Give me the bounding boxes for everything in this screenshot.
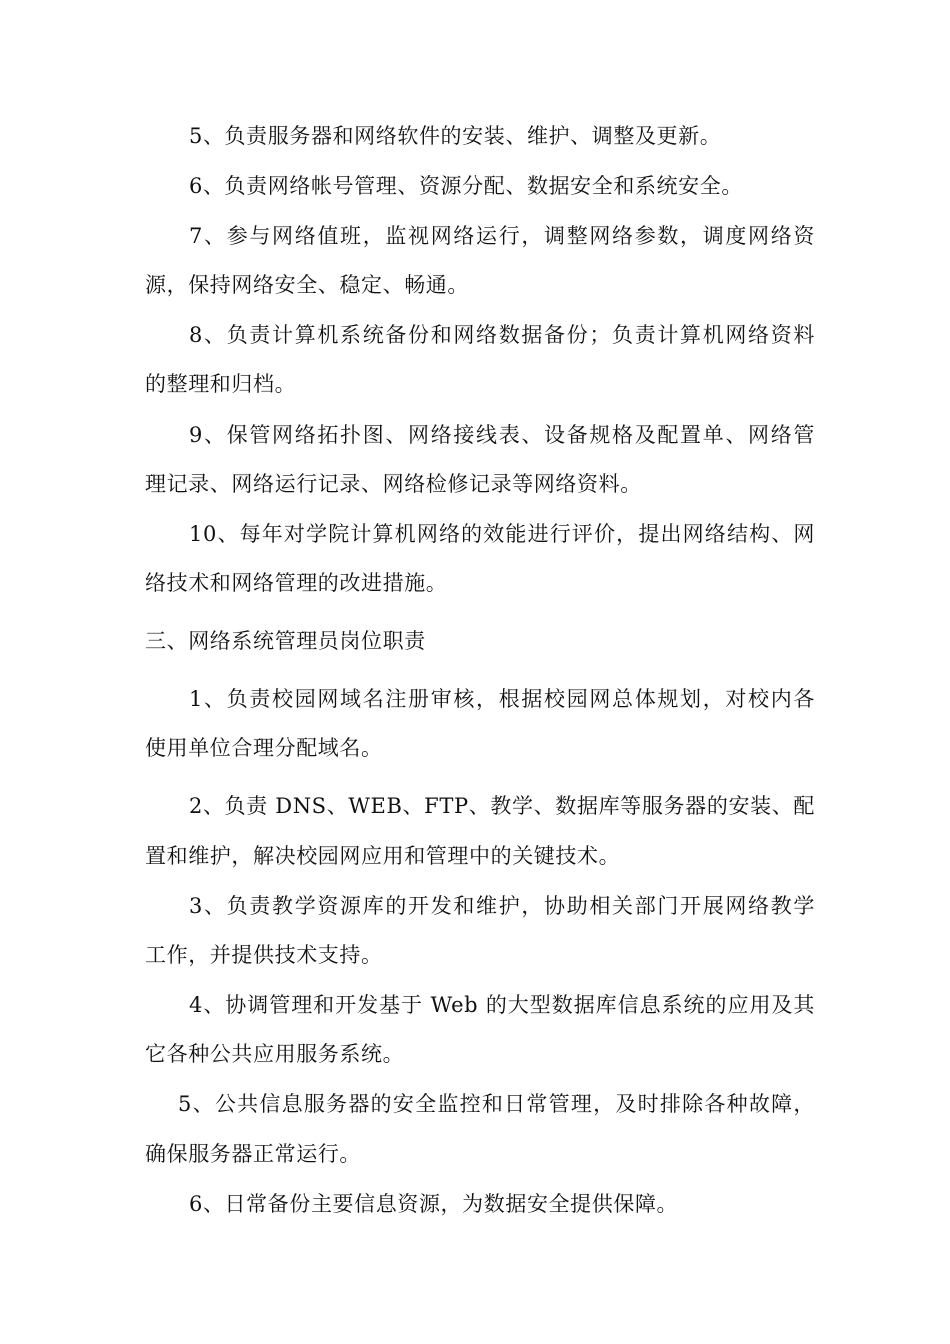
paragraph-line: 8、负责计算机系统备份和网络数据备份；负责计算机网络资料: [189, 323, 815, 347]
paragraph-line: 置和维护，解决校园网应用和管理中的关键技术。: [145, 844, 621, 868]
paragraph-line: 1、负责校园网域名注册审核，根据校园网总体规划，对校内各: [189, 687, 815, 711]
paragraph-line: 工作，并提供技术支持。: [145, 943, 383, 967]
paragraph-line: 2、负责 DNS、WEB、FTP、教学、数据库等服务器的安装、配: [189, 794, 815, 818]
paragraph-line: 的整理和归档。: [145, 372, 297, 396]
paragraph-line: 络技术和网络管理的改进措施。: [145, 571, 448, 595]
paragraph-line: 4、协调管理和开发基于 Web 的大型数据库信息系统的应用及其: [189, 993, 815, 1017]
paragraph-line: 源，保持网络安全、稳定、畅通。: [145, 273, 469, 297]
paragraph-line: 理记录、网络运行记录、网络检修记录等网络资料。: [145, 472, 642, 496]
paragraph-line: 9、保管网络拓扑图、网络接线表、设备规格及配置单、网络管: [189, 423, 815, 447]
paragraph-line: 确保服务器正常运行。: [145, 1142, 361, 1166]
paragraph-line: 10、每年对学院计算机网络的效能进行评价，提出网络结构、网: [189, 522, 815, 546]
paragraph-line: 5、负责服务器和网络软件的安装、维护、调整及更新。: [189, 124, 722, 148]
paragraph-line: 它各种公共应用服务系统。: [145, 1042, 405, 1066]
section-heading: 三、网络系统管理员岗位职责: [145, 629, 426, 653]
paragraph-line: 6、日常备份主要信息资源，为数据安全提供保障。: [189, 1192, 679, 1216]
paragraph-line: 使用单位合理分配域名。: [145, 736, 383, 760]
paragraph-line: 3、负责教学资源库的开发和维护，协助相关部门开展网络教学: [189, 894, 815, 918]
paragraph-line: 7、参与网络值班，监视网络运行，调整网络参数，调度网络资: [189, 224, 815, 248]
paragraph-line: 6、负责网络帐号管理、资源分配、数据安全和系统安全。: [189, 174, 743, 198]
paragraph-line: 5、公共信息服务器的安全监控和日常管理，及时排除各种故障，: [178, 1092, 815, 1116]
